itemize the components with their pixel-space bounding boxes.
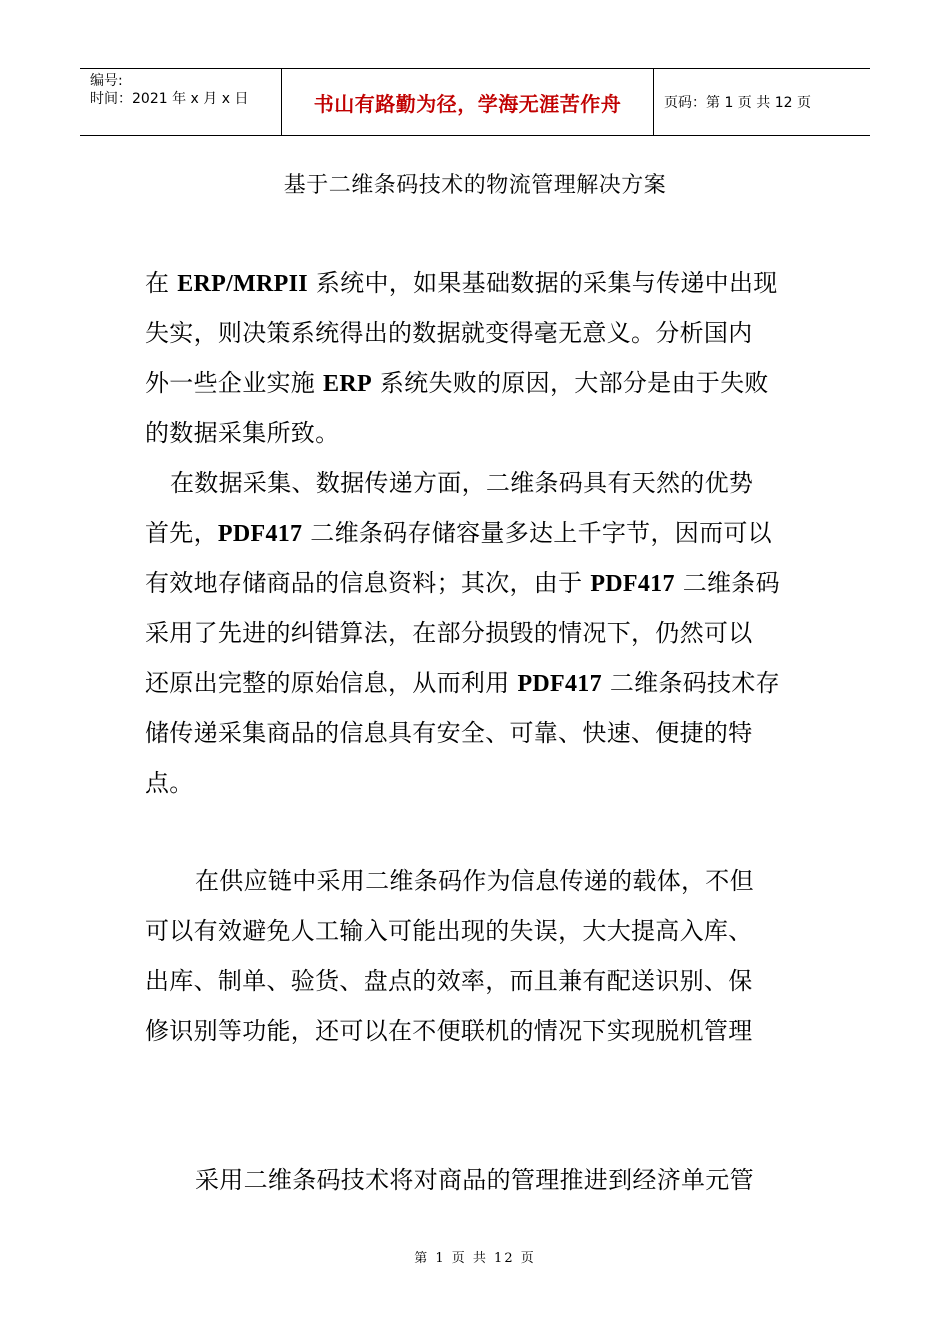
- paragraph-2-line-2: [145, 508, 807, 558]
- paragraph-1-line-1: [145, 258, 807, 308]
- header-time-label: 时间：2021 年 x 月 x 日: [90, 91, 249, 107]
- text-run: 有效地存储商品的信息资料；其次，由于: [145, 569, 591, 597]
- paragraph-4: [145, 1155, 807, 1205]
- paragraph-3: [145, 856, 807, 1056]
- document-title: 基于二维条码技术的物流管理解决方案: [283, 173, 667, 198]
- text-run-bold: PDF417: [517, 671, 602, 697]
- header-motto: 书山有路勤为径，学海无涯苦作舟: [282, 69, 654, 135]
- header-meta-cell: [80, 69, 282, 135]
- paragraph-1: [145, 258, 807, 458]
- header-page-info: 页码：第 1 页 共 12 页: [664, 95, 811, 111]
- paragraph-3-line-1: 在供应链中采用二维条码作为信息传递的载体，不但: [195, 867, 754, 895]
- paragraph-3-line-3: 出库、制单、验货、盘点的效率，而且兼有配送识别、保: [145, 967, 753, 995]
- page-footer: 第 1 页 共 12 页: [414, 1251, 536, 1266]
- document-header: [80, 68, 870, 136]
- paragraph-1-line-4: 的数据采集所致。: [145, 419, 340, 447]
- text-run: 在: [145, 269, 178, 297]
- paragraph-2-line-3: [145, 558, 807, 608]
- paragraph-2-line-1: 在数据采集、数据传递方面，二维条码具有天然的优势: [170, 469, 754, 497]
- text-run: 首先，: [145, 519, 218, 547]
- paragraph-1-line-3: [145, 358, 807, 408]
- paragraph-2-line-7: 点。: [145, 769, 194, 797]
- text-run: 系统中，如果基础数据的采集与传递中出现: [307, 269, 778, 297]
- paragraph-3-line-2: 可以有效避免人工输入可能出现的失误，大大提高入库、: [145, 917, 753, 945]
- paragraph-1-line-2: 失实，则决策系统得出的数据就变得毫无意义。分析国内: [145, 319, 753, 347]
- paragraph-2-line-4: 采用了先进的纠错算法，在部分损毁的情况下，仍然可以: [145, 619, 753, 647]
- text-run-bold: ERP: [323, 371, 372, 397]
- text-run-bold: PDF417: [217, 521, 303, 547]
- text-run: 二维条码: [674, 569, 780, 597]
- text-run: 还原出完整的原始信息，从而利用: [145, 669, 518, 697]
- paragraph-4-line-1: 采用二维条码技术将对商品的管理推进到经济单元管: [195, 1166, 754, 1194]
- text-run: 二维条码存储容量多达上千字节，因而可以: [302, 519, 772, 547]
- text-run: 外一些企业实施: [145, 369, 324, 397]
- paragraph-2-line-5: [145, 658, 807, 708]
- text-run: 系统失败的原因，大部分是由于失败: [371, 369, 769, 397]
- paragraph-2: [145, 458, 807, 808]
- header-number-label: 编号:: [90, 73, 123, 89]
- text-run: 二维条码技术存: [601, 669, 780, 697]
- text-run-bold: ERP/MRPII: [177, 271, 308, 297]
- paragraph-3-line-4: 修识别等功能，还可以在不便联机的情况下实现脱机管理: [145, 1017, 753, 1045]
- paragraph-2-line-6: 储传递采集商品的信息具有安全、可靠、快速、便捷的特: [145, 719, 753, 747]
- text-run-bold: PDF417: [590, 571, 675, 597]
